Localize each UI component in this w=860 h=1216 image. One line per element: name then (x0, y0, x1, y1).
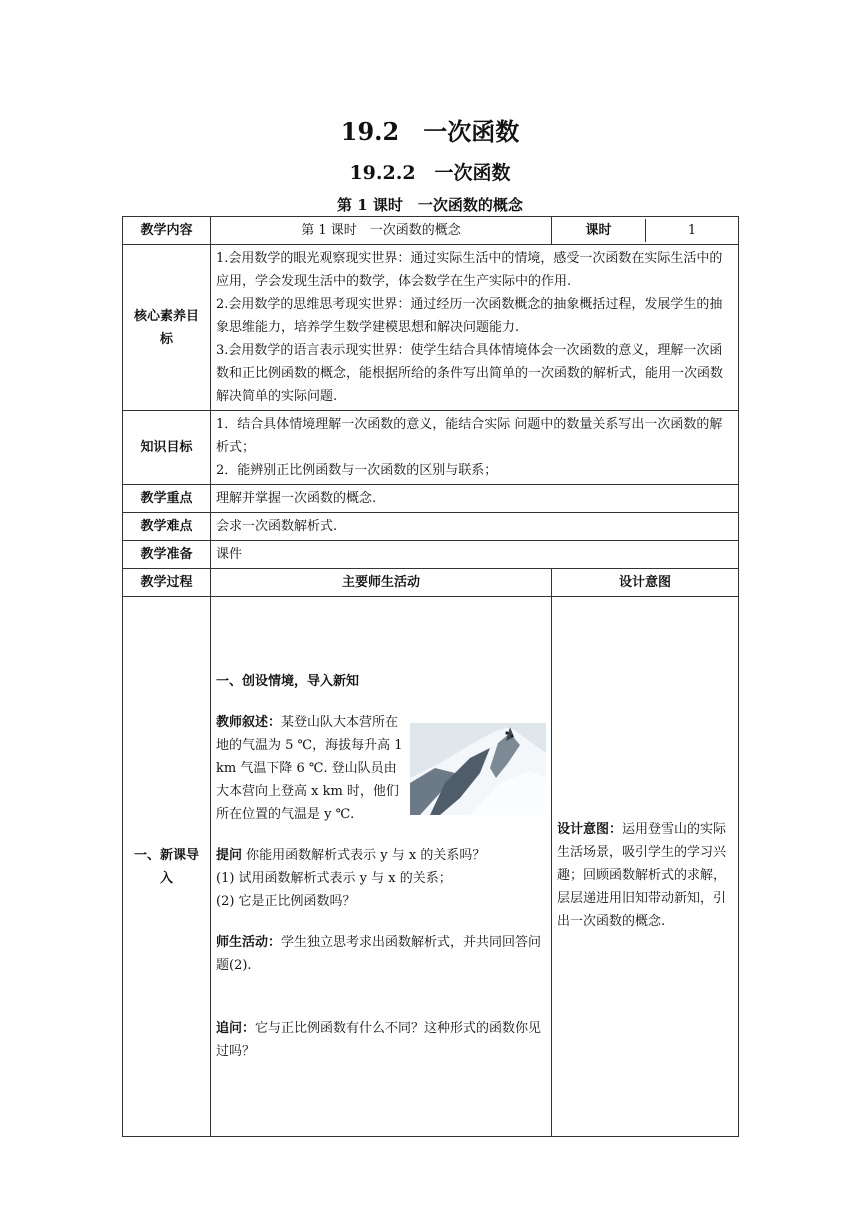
question-label: 提问 (216, 848, 243, 863)
teacher-label: 教师叙述： (216, 715, 282, 730)
list-item: 1．结合具体情境理解一次函数的意义，能结合实际 问题中的数量关系写出一次函数的解析式； (216, 417, 723, 455)
activity-label: 师生活动： (216, 935, 282, 950)
intent-label: 设计意图： (557, 822, 623, 837)
list-item: 1.会用数学的眼光观察现实世界：通过实际生活中的情境，感受一次函数在实际生活中的应用，学会发现生活中的数学，体会数学在生产实际中的作用. (216, 251, 723, 289)
row-label: 教学内容 (123, 217, 211, 245)
key-point: 理解并掌握一次函数的概念. (211, 485, 739, 513)
intent-text: 运用登雪山的实际生活场景，吸引学生的学习兴趣；回顾函数解析式的求解，层层递进用旧知带动新知，引出一次函数的概念. (557, 822, 727, 929)
list-item: 3.会用数学的语言表示现实世界：使学生结合具体情境体会一次函数的意义，理解一次函数和正比例函数的概念，能根据所给的条件写出简单的一次函数的解析式，能用一次函数解决简单的实际问题. (216, 343, 724, 404)
row-label: 教学难点 (123, 513, 211, 541)
row-label: 知识目标 (123, 411, 211, 485)
content-value: 第 1 课时 一次函数的概念 (211, 217, 552, 245)
row-label: 一、新课导入 (123, 597, 211, 1137)
table-row (123, 569, 739, 597)
row-label: 教学过程 (123, 569, 211, 597)
activity-section-title: 一、创设情境，导入新知 (216, 674, 360, 689)
hours-label: 课时 (552, 219, 646, 242)
main-activity (211, 597, 552, 1137)
row-label: 教学准备 (123, 541, 211, 569)
table-row (123, 485, 739, 513)
question-text: 你能用函数解析式表示 y 与 x 的关系吗？ (242, 848, 486, 863)
table-row (123, 597, 739, 1137)
mountain-photo (410, 723, 546, 815)
row-label: 教学重点 (123, 485, 211, 513)
table-row (123, 245, 739, 411)
table-row (123, 541, 739, 569)
column-header: 设计意图 (552, 569, 739, 597)
design-intent (552, 597, 739, 1137)
column-header: 主要师生活动 (211, 569, 552, 597)
question-1: (1) 试用函数解析式表示 y 与 x 的关系； (216, 871, 452, 886)
difficulty: 会求一次函数解析式. (211, 513, 739, 541)
teacher-text: 某登山队大本营所在地的气温为 5 ℃，海拔每升高 1 km 气温下降 6 ℃. 登山队员由大本营向上登高 x km 时，他们所在位置的气温是 y ℃. (216, 715, 403, 822)
list-item: 2.会用数学的思维思考现实世界：通过经历一次函数概念的抽象概括过程，发展学生的抽象思维能力，培养学生数学建模思想和解决问题能力. (216, 297, 723, 335)
preparation: 课件 (211, 541, 739, 569)
lesson-title: 第 1 课时 一次函数的概念 (337, 196, 523, 214)
question-2: (2) 它是正比例函数吗？ (216, 894, 356, 909)
section-title: 19.2.2 一次函数 (349, 162, 511, 184)
table-row (123, 513, 739, 541)
page-title: 19.2 一次函数 (340, 117, 520, 146)
followup-label: 追问： (216, 1021, 256, 1036)
followup-text: 它与正比例函数有什么不同？这种形式的函数你见过吗？ (216, 1021, 542, 1059)
literacy-goals (211, 245, 739, 411)
list-item: 2．能辨别正比例函数与一次函数的区别与联系； (216, 463, 498, 478)
knowledge-goals (211, 411, 739, 485)
row-label: 核心素养目标 (123, 245, 211, 411)
table-row (123, 217, 739, 245)
hours-value: 1 (687, 223, 697, 238)
lesson-plan-table (122, 216, 739, 1137)
activity-text: 学生独立思考求出函数解析式，并共同回答问题(2). (216, 935, 542, 973)
table-row (123, 411, 739, 485)
